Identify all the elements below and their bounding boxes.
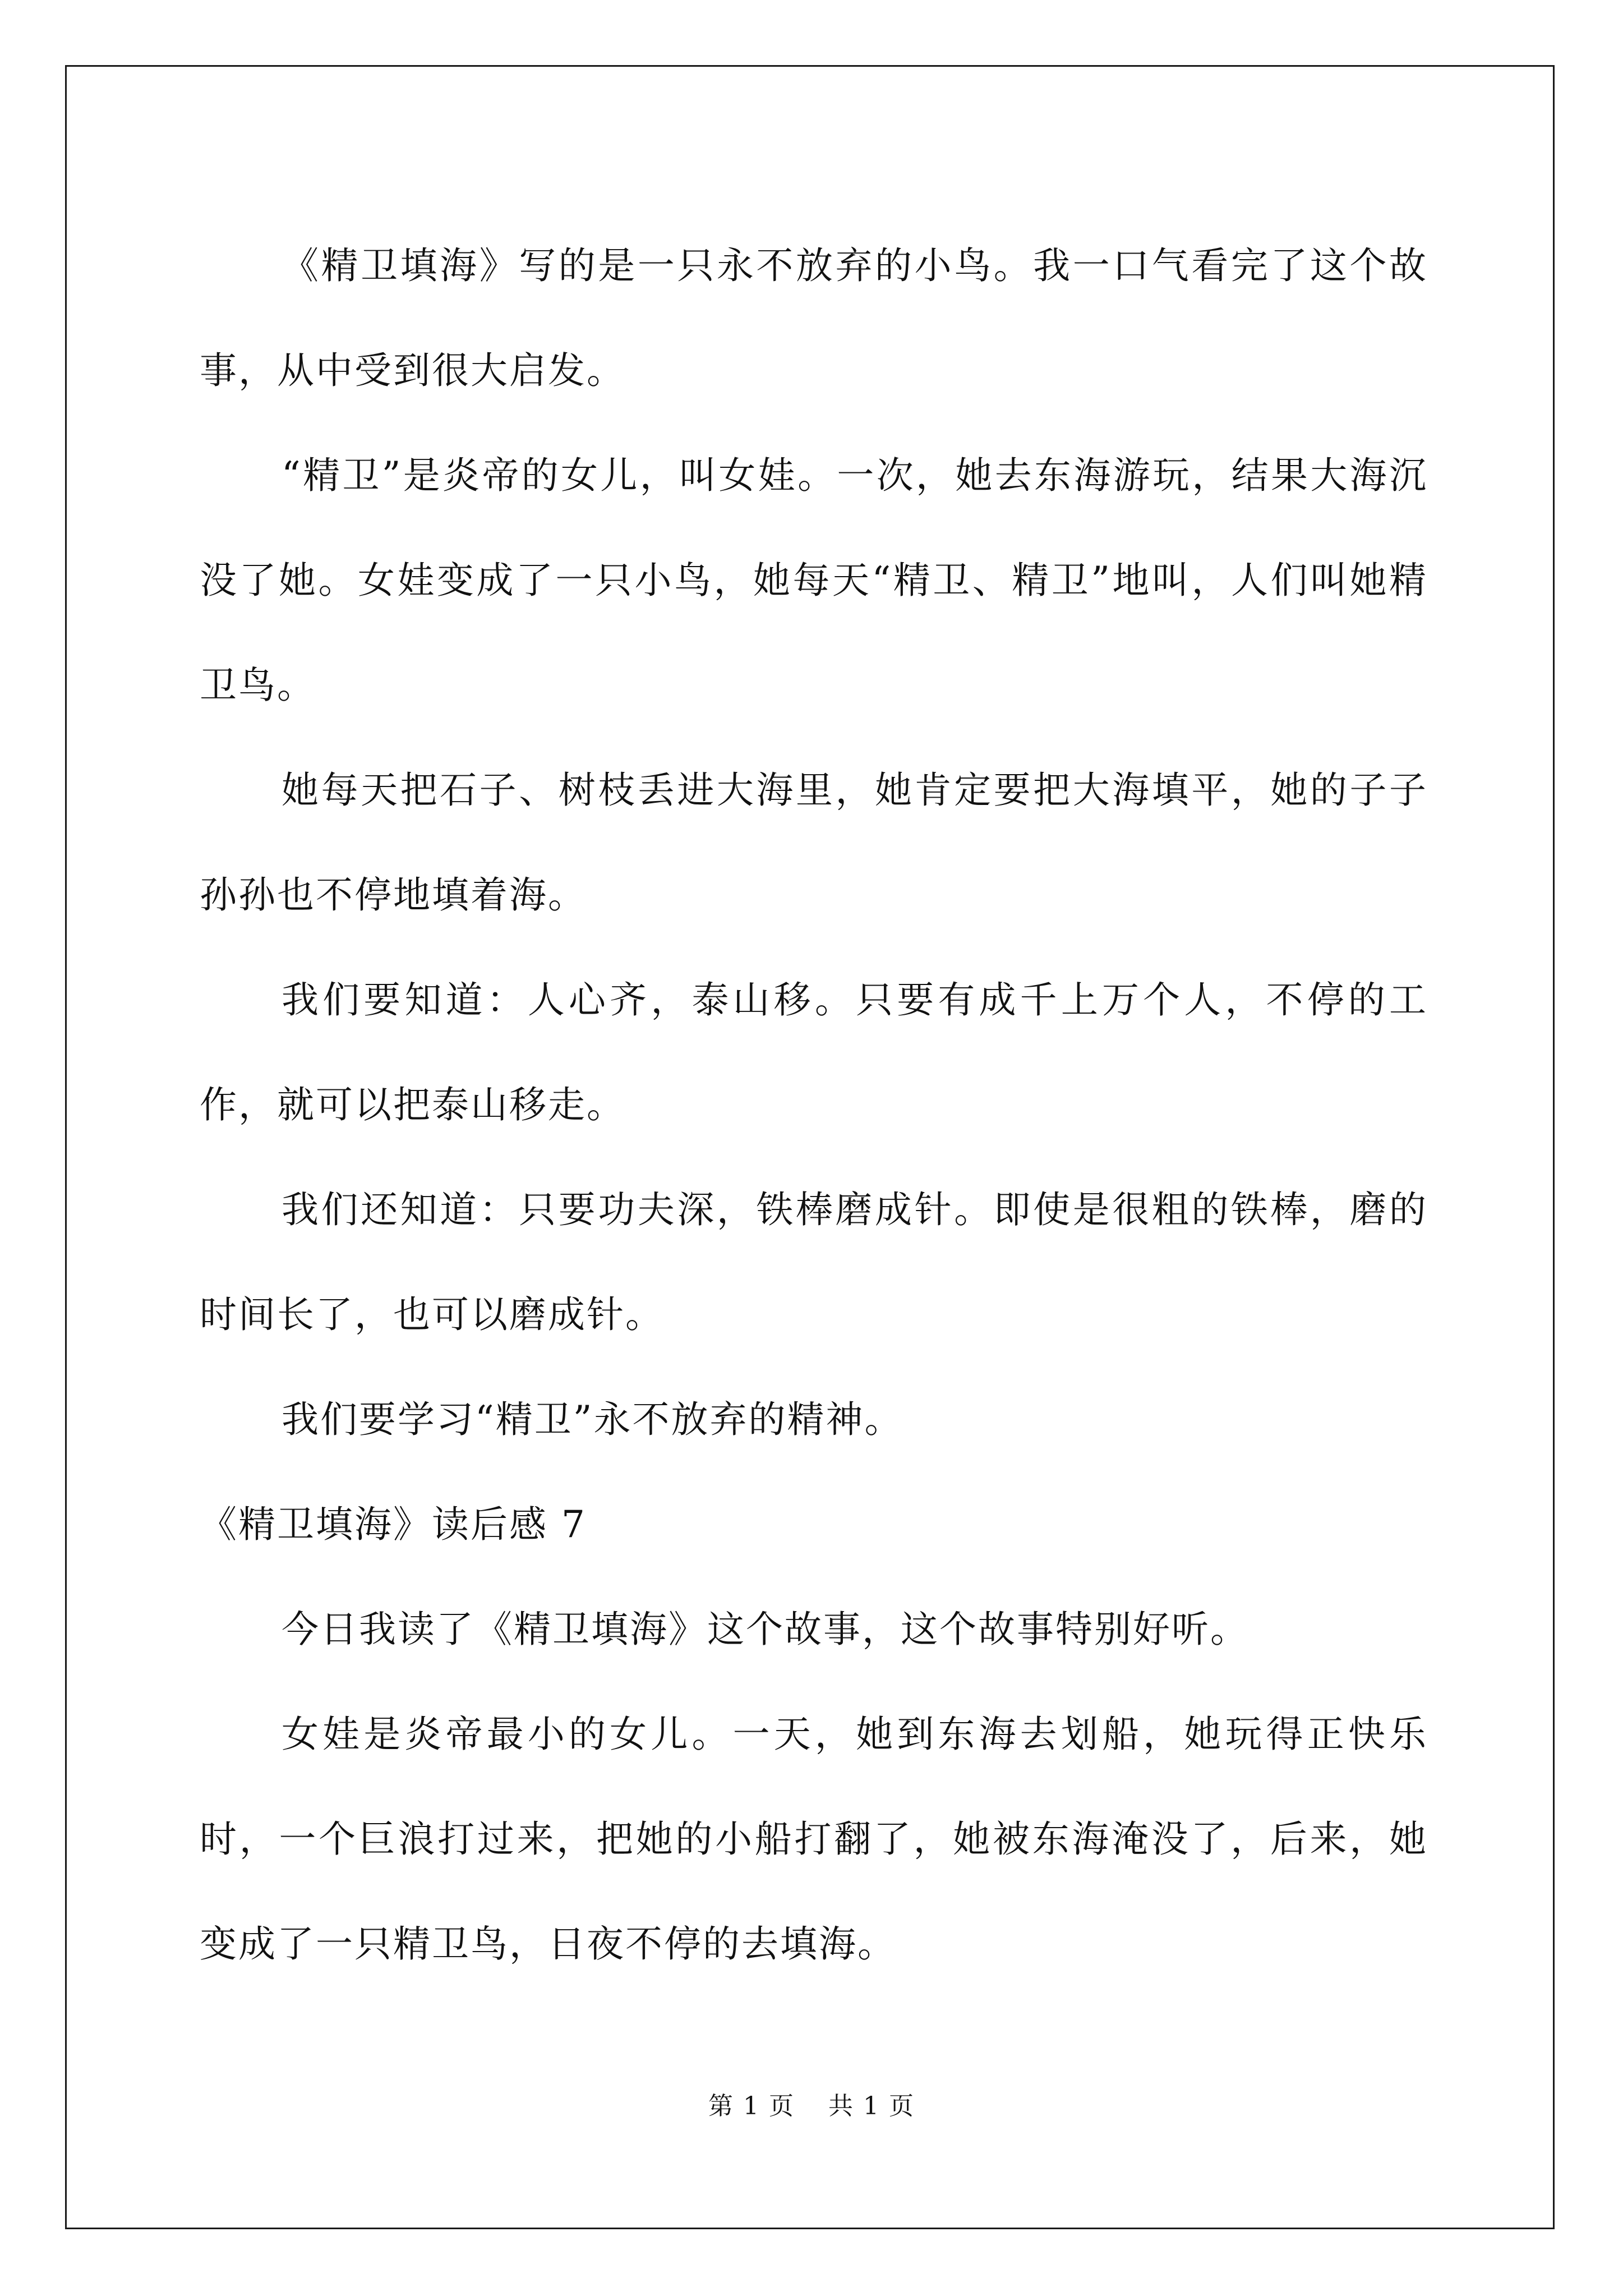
page-footer (0, 2086, 1623, 2122)
section-title: 《精卫填海》读后感 7 (200, 1503, 587, 1546)
document-body (200, 213, 1428, 1996)
paragraph: 女娃是炎帝最小的女儿。一天，她到东海去划船，她玩得正快乐时，一个巨浪打过来，把她的小船打翻了，她被东海淹没了，后来，她变成了一只精卫鸟，日夜不停的去填海。 (200, 1713, 1428, 1966)
paragraph: 今日我读了《精卫填海》这个故事，这个故事特别好听。 (282, 1608, 1249, 1651)
paragraph: 我们还知道：只要功夫深，铁棒磨成针。即使是很粗的铁棒，磨的时间长了，也可以磨成针。 (200, 1188, 1428, 1336)
paragraph: 我们要知道：人心齐，泰山移。只要有成千上万个人，不停的工作，就可以把泰山移走。 (200, 978, 1428, 1126)
paragraph: 《精卫填海》写的是一只永不放弃的小鸟。我一口气看完了这个故事，从中受到很大启发。 (200, 244, 1428, 392)
paragraph: “精卫”是炎帝的女儿，叫女娃。一次，她去东海游玩，结果大海沉没了她。女娃变成了一只小鸟，她每天“精卫、精卫”地叫，人们叫她精卫鸟。 (200, 454, 1428, 707)
page-total: 共 1 页 (828, 2092, 915, 2120)
page-number: 第 1 页 (708, 2092, 795, 2120)
paragraph: 她每天把石子、树枝丢进大海里，她肯定要把大海填平，她的子子孙孙也不停地填着海。 (200, 769, 1428, 917)
paragraph: 我们要学习“精卫”永不放弃的精神。 (282, 1398, 903, 1441)
